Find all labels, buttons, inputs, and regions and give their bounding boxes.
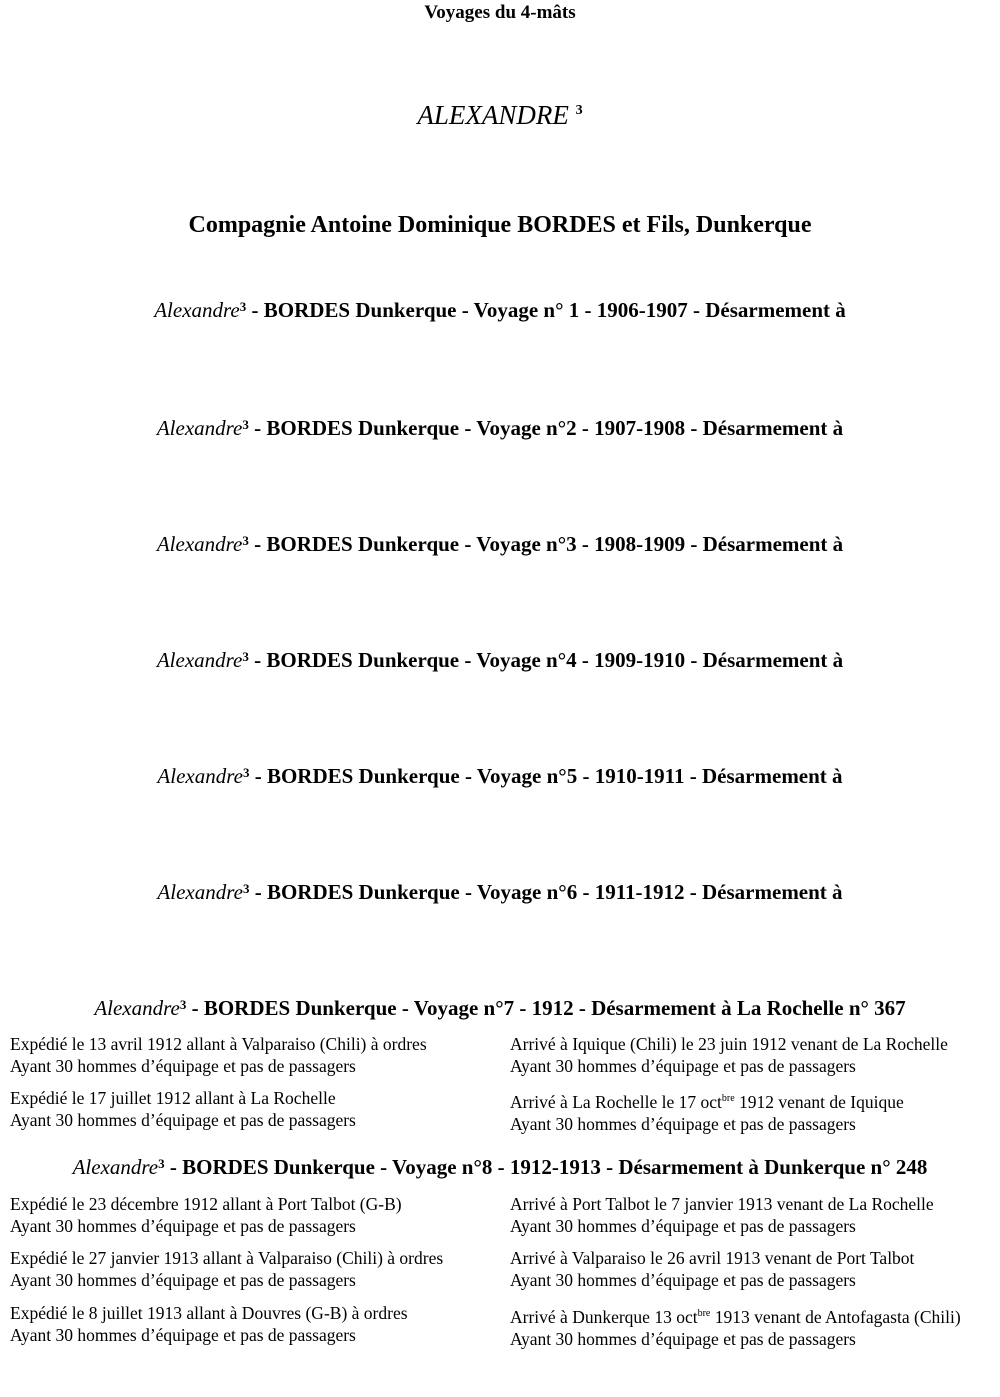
voyage-title-text: - BORDES Dunkerque - Voyage n° 1 - 1906-1907 - Désarmement à [246,298,846,322]
arrival-line: Arrivé à Iquique (Chili) le 23 juin 1912 venant de La Rochelle [510,1034,948,1054]
departure-line: Expédié le 27 janvier 1913 allant à Valparaiso (Chili) à ordres [10,1248,444,1268]
voyage-ship-name: Alexandre [157,880,243,904]
voyage-ship-mark: 3 [179,997,187,1012]
crew-line: Ayant 30 hommes d’équipage et pas de passagers [510,1113,856,1134]
voyage-ship-name: Alexandre [72,1155,159,1179]
voyage-ship-mark: 3 [242,417,249,432]
crew-line: Ayant 30 hommes d’équipage et pas de passagers [10,1269,356,1290]
arrival-text-end: 1913 venant de Antofagasta (Chili) [710,1307,961,1327]
voyage-5-title [0,764,1000,789]
voyage-1-title [0,298,1000,323]
arrival-entry [510,1248,914,1291]
departure-entry [10,1248,443,1291]
departure-entry [10,1088,356,1131]
arrival-entry [510,1034,948,1077]
voyage-2-title [0,416,1000,441]
month-abbreviation: bre [697,1308,711,1319]
ship-mark: 3 [575,103,583,118]
voyage-ship-mark: 3 [242,881,250,896]
voyage-title-text: - BORDES Dunkerque - Voyage n°5 - 1910-1911 - Désarmement à [249,764,843,788]
departure-entry [10,1194,402,1237]
departure-line: Expédié le 13 avril 1912 allant à Valparaiso (Chili) à ordres [10,1034,427,1054]
arrival-line: Arrivé à Port Talbot le 7 janvier 1913 venant de La Rochelle [510,1194,934,1214]
voyage-7-title [0,996,1000,1021]
voyage-8-title [0,1155,1000,1180]
voyage-ship-mark: 3 [242,533,249,548]
arrival-entry [510,1088,904,1135]
voyage-ship-mark: 3 [158,1156,165,1171]
voyage-title-text: - BORDES Dunkerque - Voyage n°3 - 1908-1909 - Désarmement à [248,532,844,556]
voyage-title-text: - BORDES Dunkerque - Voyage n°8 - 1912-1913 - Désarmement à Dunkerque n° 248 [164,1155,928,1179]
document-header: Voyages du 4-mâts [424,2,576,23]
voyage-ship-name: Alexandre [156,532,243,556]
voyage-title-text: - BORDES Dunkerque - Voyage n°4 - 1909-1910 - Désarmement à [248,648,844,672]
voyage-title-text: - BORDES Dunkerque - Voyage n°2 - 1907-1908 - Désarmement à [248,416,844,440]
voyage-ship-mark: 3 [239,299,247,314]
departure-line: Expédié le 17 juillet 1912 allant à La Rochelle [10,1088,336,1108]
ship-title [0,100,1000,131]
departure-line: Expédié le 8 juillet 1913 allant à Douvres (G-B) à ordres [10,1303,408,1323]
arrival-text-end: 1912 venant de Iquique [734,1092,904,1112]
month-abbreviation: bre [721,1093,735,1104]
voyage-ship-name: Alexandre [154,298,240,322]
arrival-entry [510,1194,934,1237]
arrival-line [510,1303,961,1329]
voyage-title-text: - BORDES Dunkerque - Voyage n°7 - 1912 - Désarmement à La Rochelle n° 367 [186,996,906,1020]
crew-line: Ayant 30 hommes d’équipage et pas de passagers [10,1215,356,1236]
voyage-3-title [0,532,1000,557]
voyage-ship-mark: 3 [242,649,249,664]
voyage-ship-name: Alexandre [156,416,243,440]
arrival-line [510,1088,904,1114]
arrival-text: Arrivé à Dunkerque 13 oct [510,1307,698,1327]
voyage-ship-name: Alexandre [156,648,243,672]
crew-line: Ayant 30 hommes d’équipage et pas de passagers [10,1324,356,1345]
voyage-6-title [0,880,1000,905]
arrival-text: Arrivé à La Rochelle le 17 oct [510,1092,722,1112]
voyage-title-text: - BORDES Dunkerque - Voyage n°6 - 1911-1912 - Désarmement à [249,880,843,904]
voyage-ship-name: Alexandre [157,764,243,788]
crew-line: Ayant 30 hommes d’équipage et pas de passagers [510,1055,856,1076]
crew-line: Ayant 30 hommes d’équipage et pas de passagers [510,1215,856,1236]
crew-line: Ayant 30 hommes d’équipage et pas de passagers [510,1328,856,1349]
arrival-entry [510,1303,961,1350]
departure-line: Expédié le 23 décembre 1912 allant à Port Talbot (G-B) [10,1194,402,1214]
voyage-ship-name: Alexandre [94,996,180,1020]
voyage-ship-mark: 3 [242,765,250,780]
departure-entry [10,1034,427,1077]
crew-line: Ayant 30 hommes d’équipage et pas de passagers [10,1109,356,1130]
departure-entry [10,1303,408,1346]
crew-line: Ayant 30 hommes d’équipage et pas de passagers [510,1269,856,1290]
arrival-line: Arrivé à Valparaiso le 26 avril 1913 venant de Port Talbot [510,1248,915,1268]
crew-line: Ayant 30 hommes d’équipage et pas de passagers [10,1055,356,1076]
ship-name: ALEXANDRE [417,100,569,130]
company-title: Compagnie Antoine Dominique BORDES et Fils, Dunkerque [188,212,812,238]
voyage-4-title [0,648,1000,673]
